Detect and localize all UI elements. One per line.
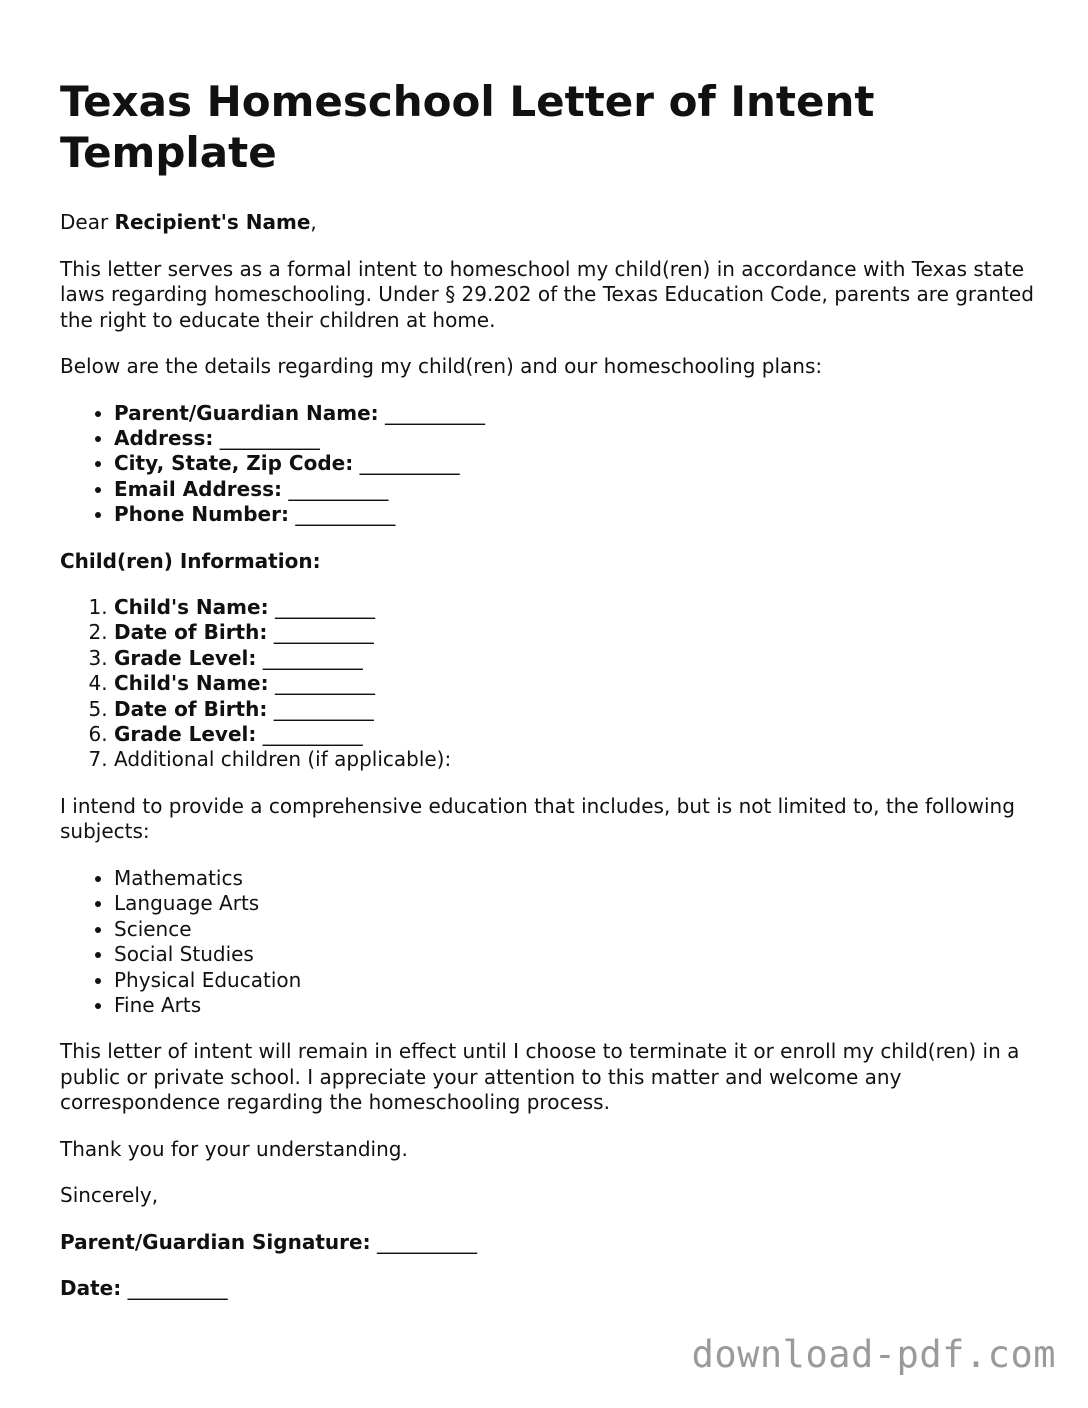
children-fields-list <box>60 595 1040 773</box>
field-label: City, State, Zip Code: <box>114 451 354 476</box>
list-item <box>114 697 1040 722</box>
list-item <box>114 671 1040 696</box>
salutation <box>60 210 1040 236</box>
field-blank: __________ <box>274 671 375 696</box>
salutation-suffix: , <box>310 210 317 234</box>
field-blank: __________ <box>219 425 320 450</box>
list-item: • Physical Education <box>114 968 1040 993</box>
date-label: Date: <box>60 1276 122 1301</box>
list-item: • Social Studies <box>114 942 1040 967</box>
field-label: Child's Name: <box>114 595 269 620</box>
closing-paragraph: This letter of intent will remain in effect until I choose to terminate it or enroll my child(ren) in a public or private school. I appreciate your attention to this matter and welcome any correspondence regarding the homeschooling process. <box>60 1039 1020 1115</box>
parent-fields-list <box>60 401 1040 528</box>
field-label: Grade Level: <box>114 722 257 747</box>
list-item: • Science <box>114 917 1040 942</box>
field-blank: __________ <box>288 476 389 501</box>
thank-you: Thank you for your understanding. <box>60 1136 408 1161</box>
salutation-prefix: Dear <box>60 210 115 234</box>
field-label: Email Address: <box>114 476 283 501</box>
field-blank: __________ <box>359 451 460 476</box>
field-blank: __________ <box>274 595 375 620</box>
list-item: • Mathematics <box>114 866 1040 891</box>
intro-paragraph: This letter serves as a formal intent to homeschool my child(ren) in accordance with Texas state laws regarding homeschooling. Under § 29.202 of the Texas Education Code, parents are granted the right to educate their children at home. <box>60 256 1034 332</box>
sign-off: Sincerely, <box>60 1183 159 1208</box>
watermark: download-pdf.com <box>691 1333 1056 1376</box>
date-blank: __________ <box>127 1276 228 1301</box>
field-label: Parent/Guardian Name: <box>114 400 379 425</box>
children-heading <box>60 549 1040 575</box>
signature-line <box>60 1230 1040 1256</box>
signature-blank: __________ <box>376 1229 477 1254</box>
field-blank: __________ <box>273 696 374 721</box>
field-blank: __________ <box>295 502 396 527</box>
list-item <box>114 722 1040 747</box>
field-label: Date of Birth: <box>114 620 268 645</box>
subjects-list <box>60 866 1040 1018</box>
children-heading-text: Child(ren) Information: <box>60 548 321 573</box>
field-label: Date of Birth: <box>114 696 268 721</box>
list-item: • Fine Arts <box>114 993 1040 1018</box>
subjects-intro: I intend to provide a comprehensive education that includes, but is not limited to, the following subjects: <box>60 793 1015 844</box>
field-blank: __________ <box>262 645 363 670</box>
salutation-recipient: Recipient's Name <box>114 210 311 234</box>
field-label: Address: <box>114 425 214 450</box>
list-item <box>114 451 1040 476</box>
field-label: Child's Name: <box>114 671 269 696</box>
list-item <box>114 502 1040 527</box>
field-blank: __________ <box>273 620 374 645</box>
list-item <box>114 595 1040 620</box>
list-item: 7. Additional children (if applicable): <box>114 747 1040 772</box>
field-blank: __________ <box>385 400 486 425</box>
list-item <box>114 646 1040 671</box>
list-item: • Language Arts <box>114 891 1040 916</box>
list-item <box>114 477 1040 502</box>
list-item <box>114 401 1040 426</box>
field-label: Phone Number: <box>114 502 289 527</box>
letter-document <box>60 76 1040 1323</box>
field-blank: __________ <box>262 722 363 747</box>
field-label: Grade Level: <box>114 645 257 670</box>
page-title: Texas Homeschool Letter of Intent Template <box>60 77 875 177</box>
signature-label: Parent/Guardian Signature: <box>60 1229 371 1254</box>
date-line <box>60 1276 1040 1302</box>
list-item <box>114 426 1040 451</box>
list-item <box>114 620 1040 645</box>
details-intro: Below are the details regarding my child(ren) and our homeschooling plans: <box>60 354 823 378</box>
